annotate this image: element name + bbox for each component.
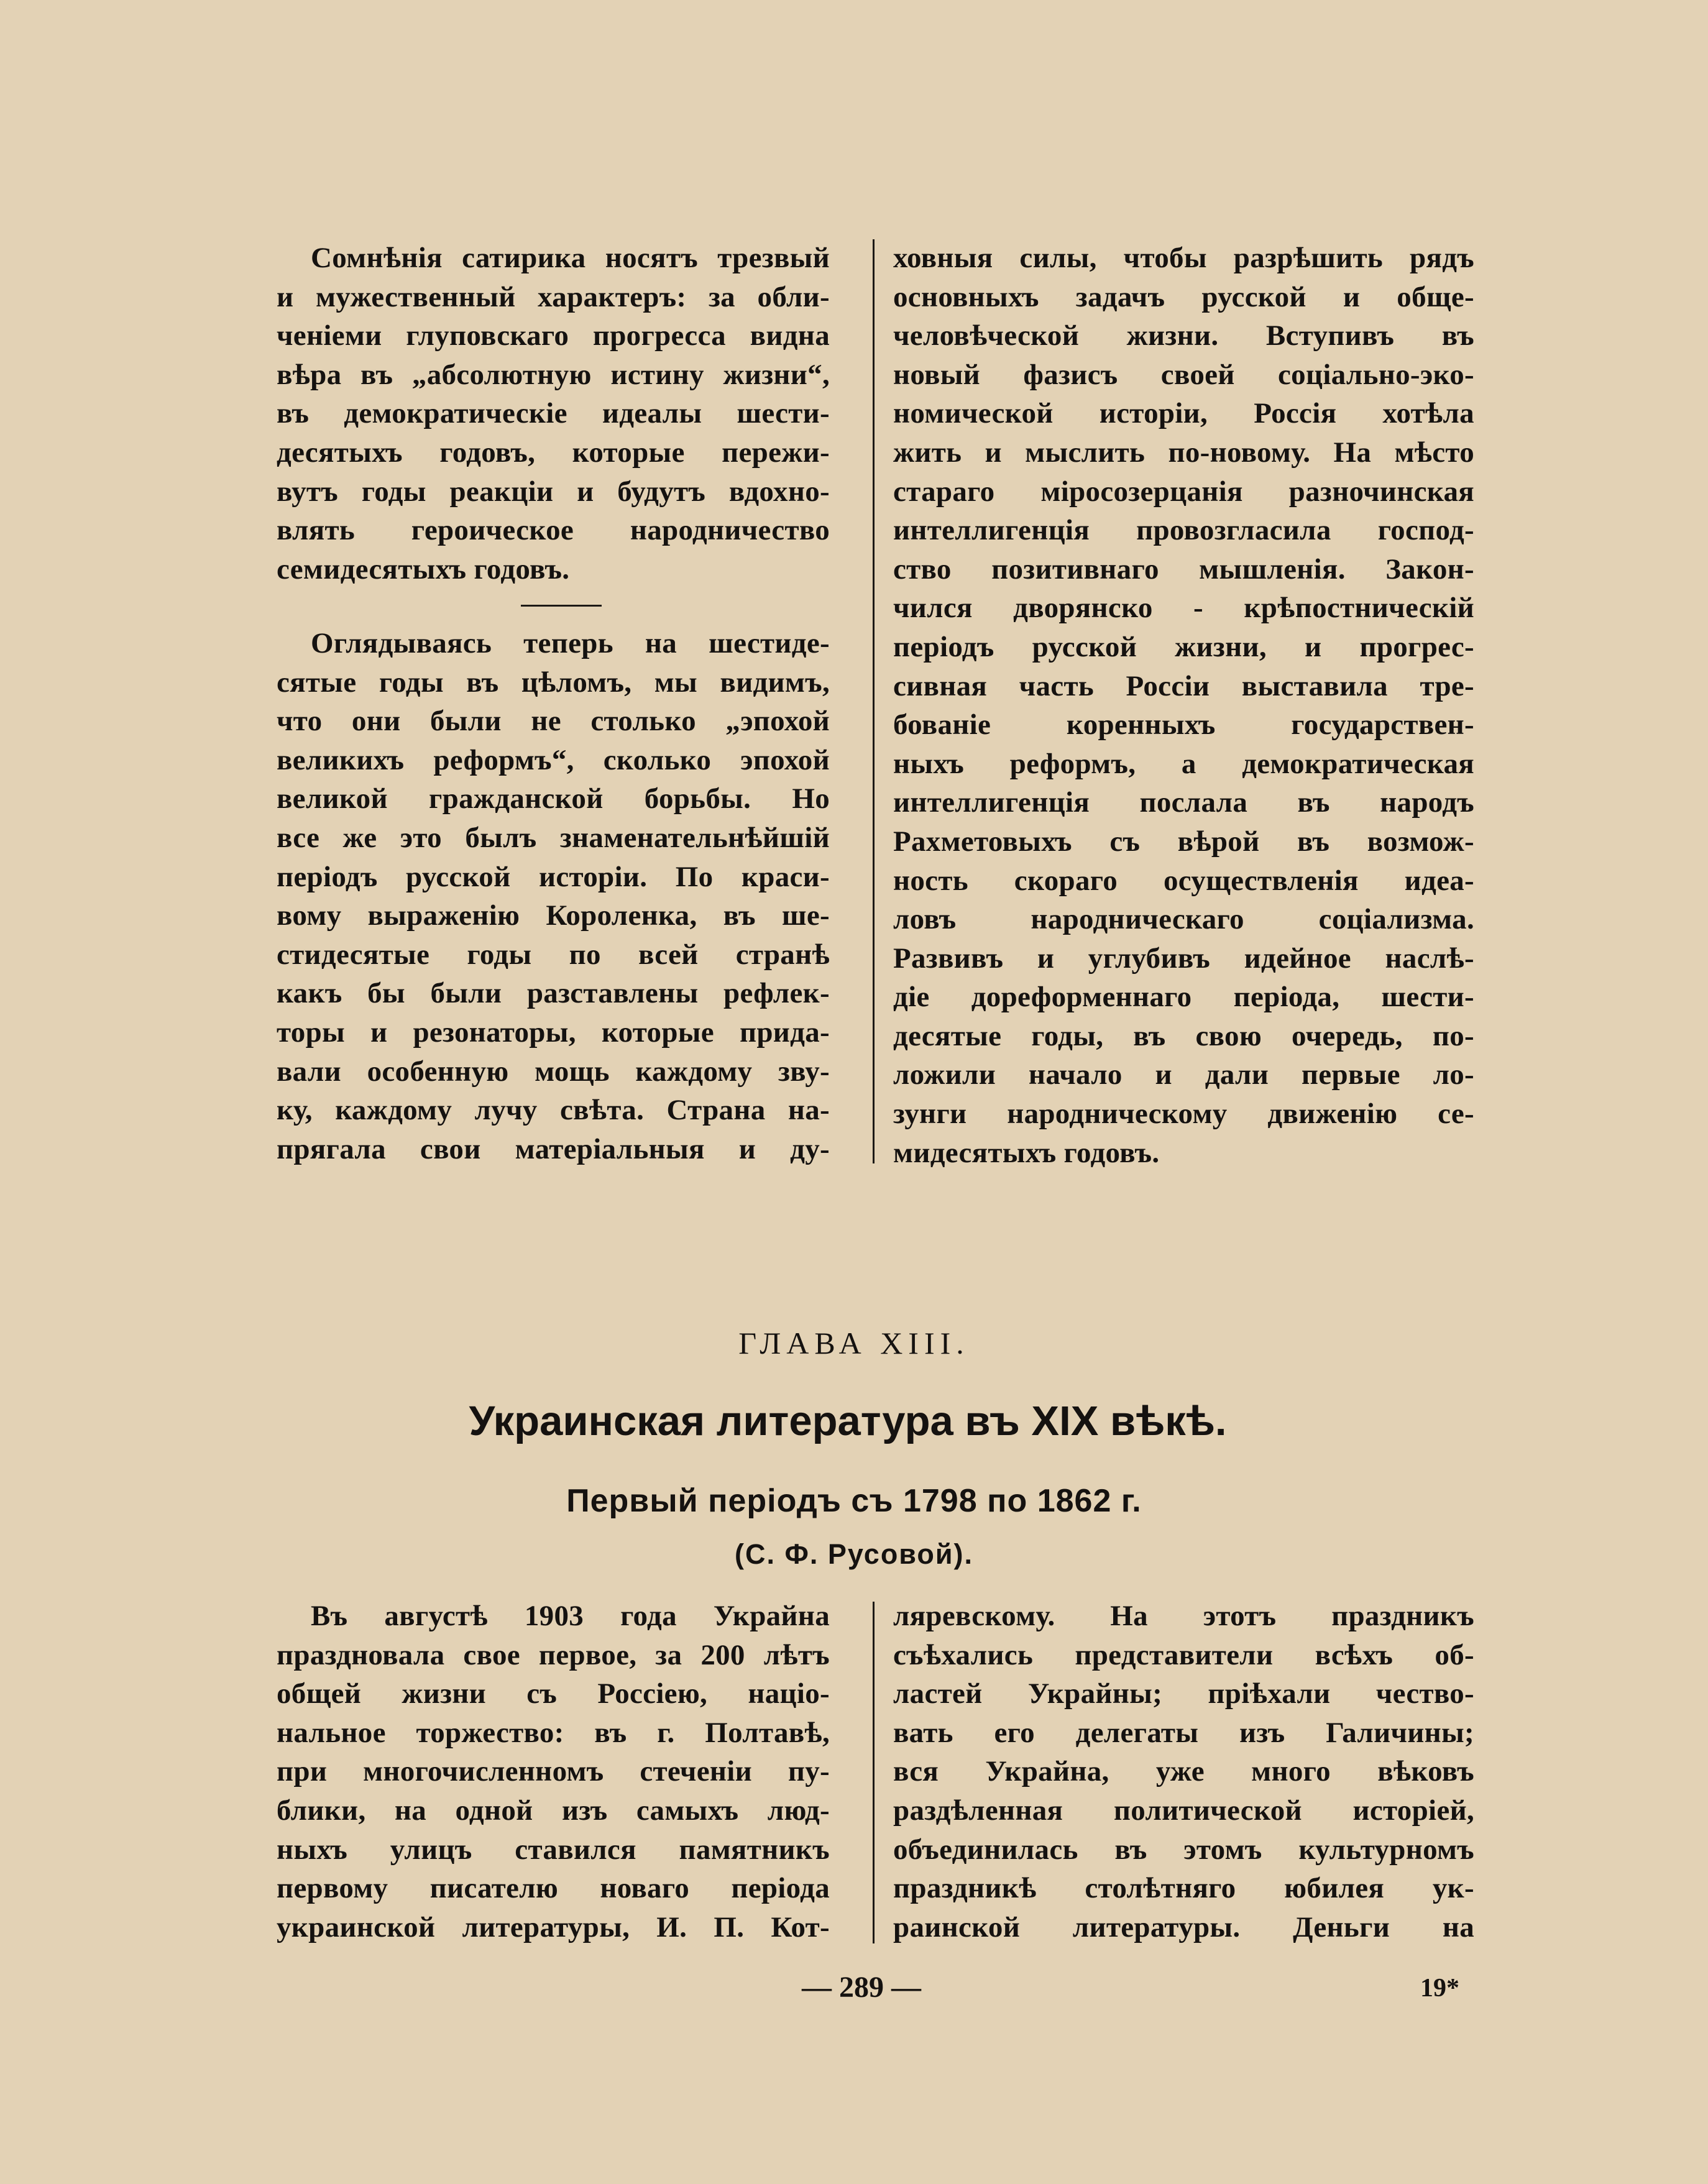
text-line: періодъ русской исторіи. По краси- — [277, 860, 830, 893]
text-line: Развивъ и углубивъ идейное наслѣ- — [893, 942, 1474, 975]
text-line: вать его делегаты изъ Галичины; — [893, 1716, 1474, 1749]
chapter-subtitle: Первый періодъ съ 1798 по 1862 г. — [566, 1483, 1142, 1519]
text-line: интеллигенція провозгласила господ- — [893, 514, 1474, 547]
text-line: бованіе коренныхъ государствен- — [893, 709, 1474, 741]
text-line: ловъ народническаго соціализма. — [893, 903, 1474, 936]
text-line: десятыхъ годовъ, которые пережи- — [277, 436, 830, 469]
column-divider-bottom — [873, 1602, 875, 1943]
text-line: великихъ реформъ“, сколько эпохой — [277, 743, 830, 776]
column-divider-top — [873, 239, 875, 1163]
text-line: раинской литературы. Деньги на — [893, 1911, 1474, 1943]
text-line: вѣра въ „абсолютную истину жизни“, — [277, 358, 830, 391]
text-line: ховныя силы, чтобы разрѣшить рядъ — [893, 242, 1474, 274]
text-line: въ демократическіе идеалы шести- — [277, 397, 830, 430]
text-line: праздновала свое первое, за 200 лѣтъ — [277, 1638, 830, 1671]
text-line: номической исторіи, Россія хотѣла — [893, 397, 1474, 430]
text-line: десятые годы, въ свою очередь, по- — [893, 1019, 1474, 1052]
text-line: жить и мыслить по-новому. На мѣсто — [893, 436, 1474, 469]
top-left-paragraph-2 — [277, 624, 830, 1168]
text-line: прягала свои матеріальныя и ду- — [277, 1132, 830, 1165]
chapter-author: (С. Ф. Русовой). — [734, 1538, 974, 1570]
text-line: основныхъ задачъ русской и обще- — [893, 280, 1474, 313]
text-line: Оглядываясь теперь на шестиде- — [311, 627, 830, 659]
text-line: первому писателю новаго періода — [277, 1872, 830, 1905]
text-line: украинской литературы, И. П. Кот- — [277, 1911, 830, 1943]
signature-mark: 19* — [1420, 1974, 1459, 2003]
text-line: ложили начало и дали первые ло- — [893, 1058, 1474, 1091]
text-line: періодъ русской жизни, и прогрес- — [893, 630, 1474, 663]
text-line: сивная часть Россіи выставила тре- — [893, 669, 1474, 702]
text-line: чился дворянско - крѣпостническій — [893, 592, 1474, 625]
text-line: діе дореформеннаго періода, шести- — [893, 981, 1474, 1014]
text-line: человѣческой жизни. Вступивъ въ — [893, 319, 1474, 352]
text-line: новый фазисъ своей соціально-эко- — [893, 358, 1474, 391]
text-line: вому выраженію Короленка, въ ше- — [277, 899, 830, 932]
text-line: вутъ годы реакціи и будутъ вдохно- — [277, 475, 830, 508]
bottom-left-column — [277, 1597, 830, 1947]
text-line: мидесятыхъ годовъ. — [893, 1136, 1160, 1169]
text-line: стидесятые годы по всей странѣ — [277, 938, 830, 971]
bottom-right-column — [893, 1597, 1474, 1947]
top-right-column — [893, 239, 1474, 1172]
text-line: блики, на одной изъ самыхъ люд- — [277, 1794, 830, 1827]
text-line: объединилась въ этомъ культурномъ — [893, 1833, 1474, 1866]
text-line: общей жизни съ Россіею, націо- — [277, 1677, 830, 1710]
text-line: съѣхались представители всѣхъ об- — [893, 1638, 1474, 1671]
text-line: семидесятыхъ годовъ. — [277, 553, 570, 585]
text-line: нальное торжество: въ г. Полтавѣ, — [277, 1716, 830, 1749]
text-line: ляревскому. На этотъ праздникъ — [893, 1600, 1474, 1632]
text-line: и мужественный характеръ: за обли- — [277, 280, 830, 313]
text-line: Въ августѣ 1903 года Украйна — [311, 1600, 830, 1632]
text-line: Рахметовыхъ съ вѣрой въ возмож- — [893, 825, 1474, 858]
text-line: стараго міросозерцанія разночинская — [893, 475, 1474, 508]
chapter-title: Украинская литература въ XIX вѣкѣ. — [469, 1398, 1227, 1444]
text-line: ныхъ реформъ, а демократическая — [893, 747, 1474, 780]
text-line: что они были не столько „эпохой — [277, 705, 830, 738]
text-line: влять героическое народничество — [277, 514, 830, 547]
text-line: ластей Украйны; пріѣхали чество- — [893, 1677, 1474, 1710]
text-line: ство позитивнаго мышленія. Закон- — [893, 553, 1474, 585]
top-left-paragraph-1 — [277, 239, 830, 589]
page-number: — 289 — — [802, 1971, 921, 2004]
text-line: зунги народническому движенію се- — [893, 1098, 1474, 1131]
text-line: Сомнѣнія сатирика носятъ трезвый — [311, 242, 830, 274]
text-line: торы и резонаторы, которые прида- — [277, 1016, 830, 1048]
chapter-label: ГЛАВА XIII. — [738, 1326, 970, 1360]
text-line: ченіеми глуповскаго прогресса видна — [277, 319, 830, 352]
text-line: сятые годы въ цѣломъ, мы видимъ, — [277, 666, 830, 699]
text-line: какъ бы были разставлены рефлек- — [277, 977, 830, 1010]
text-line: раздѣленная политической исторіей, — [893, 1794, 1474, 1827]
text-line: ность скораго осуществленія идеа- — [893, 864, 1474, 897]
text-line: интеллигенція послала въ народъ — [893, 786, 1474, 819]
text-line: при многочисленномъ стеченіи пу- — [277, 1755, 830, 1788]
text-line: праздникѣ столѣтняго юбилея ук- — [893, 1872, 1474, 1905]
section-separator — [521, 605, 602, 607]
text-line: вся Украйна, уже много вѣковъ — [893, 1755, 1474, 1788]
text-line: ку, каждому лучу свѣта. Страна на- — [277, 1094, 830, 1127]
text-line: все же это былъ знаменательнѣйшій — [277, 821, 830, 854]
text-line: великой гражданской борьбы. Но — [277, 782, 830, 815]
text-line: вали особенную мощь каждому зву- — [277, 1055, 830, 1088]
text-line: ныхъ улицъ ставился памятникъ — [277, 1833, 830, 1866]
